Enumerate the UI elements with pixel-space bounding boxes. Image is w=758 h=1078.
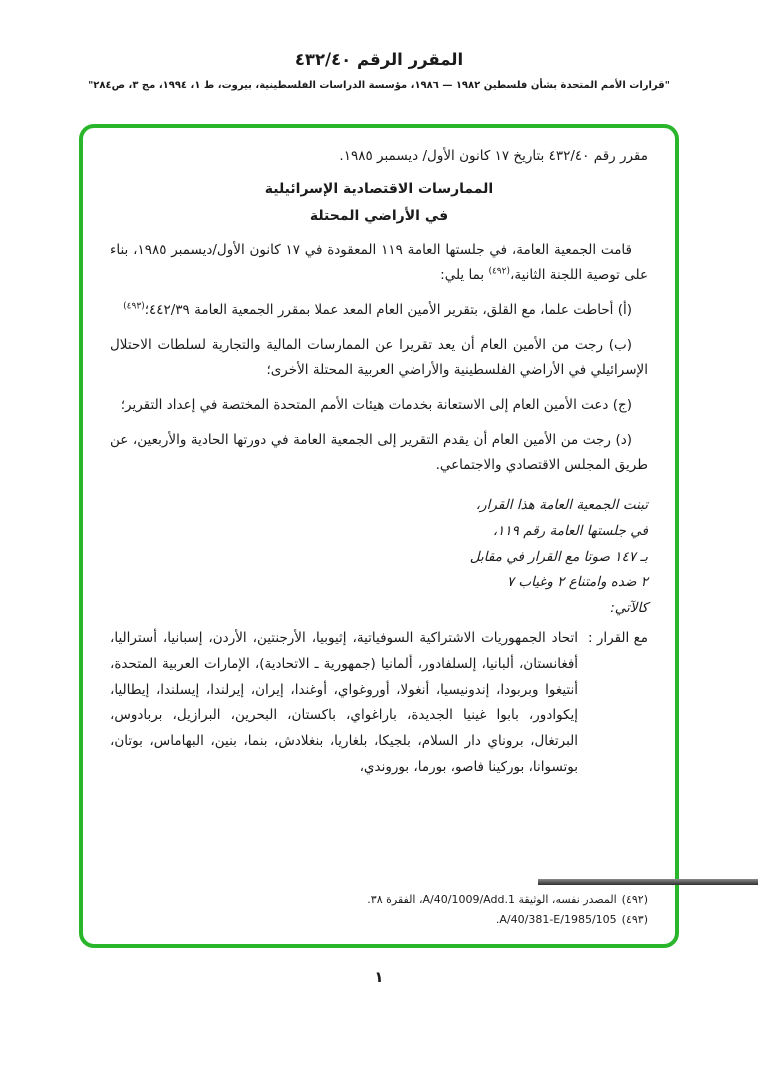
vote-label: مع القرار :	[588, 630, 648, 647]
adoption-line: تبنت الجمعية العامة هذا القرار،	[475, 497, 648, 514]
intro-paragraph	[110, 238, 648, 288]
footnote-text: A/40/381-E/1985/105.	[495, 913, 617, 927]
item-b-paragraph: (ب) رجت من الأمين العام أن يعد تقريرا عن الممارسات المالية والتجارية لسلطات الاحتلال الإسرائيلي في الأراضي الفلسطينية والأراضي العربية المحتلة الأخرى؛	[110, 337, 648, 379]
adoption-statement	[110, 493, 648, 621]
item-a-text: (أ) أحاطت علما، مع القلق، بتقرير الأمين العام المعد عملا بمقرر الجمعية العامة ٤٤٢/٣٩؛	[144, 302, 632, 319]
adoption-line: في جلستها العامة رقم ١١٩،	[492, 522, 648, 539]
item-c-paragraph: (ج) دعت الأمين العام إلى الاستعانة بخدمات هيئات الأمم المتحدة المختصة في إعداد التقرير؛	[120, 397, 632, 414]
footnote-ref-492: (٤٩٢)	[488, 266, 510, 277]
intro-text: قامت الجمعية العامة، في جلستها العامة ١١٩ المعقودة في ١٧ كانون الأول/ديسمبر ١٩٨٥، بناء على توصية اللجنة الثانية،	[110, 242, 648, 284]
footnote-text: المصدر نفسه، الوثيقة A/40/1009/Add.1، الفقرة ٣٨.	[367, 893, 617, 907]
footnote-493	[110, 910, 648, 930]
adoption-line: ٢ ضده وامتناع ٢ وغياب ٧	[506, 574, 648, 591]
document-title: الممارسات الاقتصادية الإسرائيلية	[264, 181, 494, 198]
document-frame	[79, 124, 679, 948]
footnote-492	[110, 890, 648, 910]
vote-record	[110, 626, 648, 780]
source-citation: "قرارات الأمم المتحدة بشأن فلسطين ١٩٨٢ — ١٩٨٦، مؤسسة الدراسات الفلسطينية، بيروت، ط ١، ١٩٩٤، مج ٣، ص٢٨٤"	[88, 80, 670, 91]
footnote-marker: (٤٩٣)	[621, 913, 648, 927]
page-number: ١	[374, 968, 384, 986]
vote-countries-list: اتحاد الجمهوريات الاشتراكية السوفياتية، إثيوبيا، الأرجنتين، الأردن، إسبانيا، أستراليا، أفغانستان، ألبانيا، إلسلفادور، ألمانيا (جمهورية ـ الاتحادية)، الإمارات العربية المتحدة، أنتيغوا وبربودا، إندونيسيا، أنغولا، أوروغواي، أوغندا، إيران، إيرلندا، إيسلندا، إيطاليا، إيكوادور، بابوا غينيا الجديدة، باراغواي، باكستان، البحرين، البرازيل، بربادوس، البرتغال، بروناي دار السلام، بلجيكا، بلغاريا، بنغلادش، بنما، بنين، البهاماس، بوتان، بوتسوانا، بوركينا فاصو، بورما، بوروندي،	[110, 630, 579, 775]
intro-text-after: بما يلي:	[440, 267, 489, 284]
footnote-ref-493: (٤٩٣)	[123, 301, 145, 312]
decision-date-line: مقرر رقم ٤٣٢/٤٠ بتاريخ ١٧ كانون الأول/ ديسمبر ١٩٨٥.	[339, 148, 648, 164]
page-header-decision-number: المقرر الرقم ٤٣٢/٤٠	[294, 50, 464, 69]
adoption-line: كالآتي:	[610, 599, 648, 616]
footnote-marker: (٤٩٢)	[621, 893, 648, 907]
item-d-paragraph: (د) رجت من الأمين العام أن يقدم التقرير إلى الجمعية العامة في دورتها الحادية والأربعين، عن طريق المجلس الاقتصادي والاجتماعي.	[110, 432, 648, 474]
adoption-line: بـ ١٤٧ صوتا مع القرار في مقابل	[469, 548, 648, 565]
scan-artifact-bar	[538, 879, 758, 885]
document-subtitle: في الأراضي المحتلة	[309, 207, 449, 224]
item-a-paragraph	[110, 298, 648, 323]
